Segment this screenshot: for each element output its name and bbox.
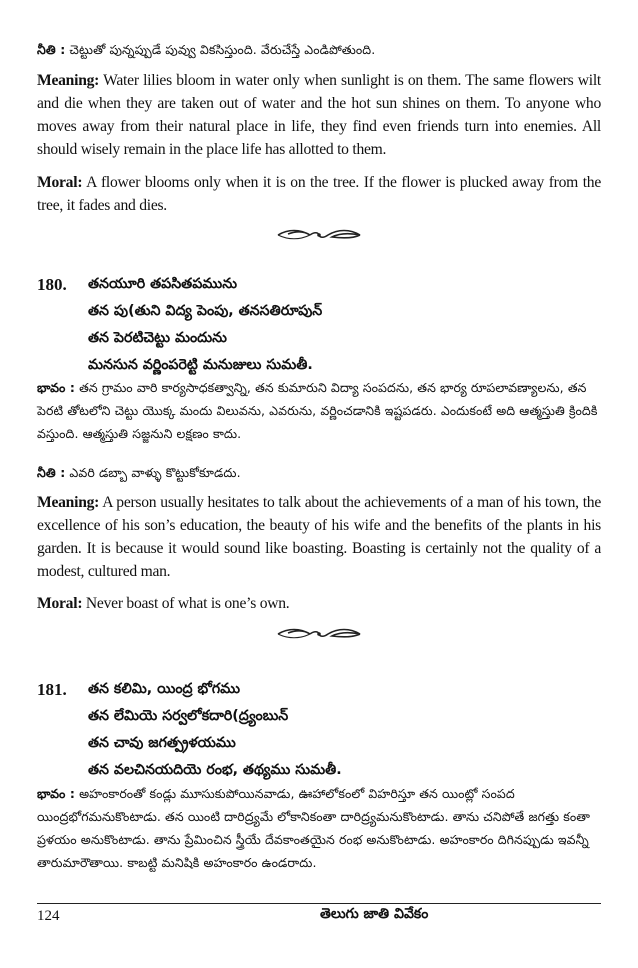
verse-number: 180. [37, 275, 67, 294]
moral-paragraph [37, 592, 601, 615]
moral-text: A flower blooms only when it is on the tree. If the flower is plucked away from the tree, it fades and dies. [37, 174, 601, 214]
verse-line: తన చావు జగత్ప్రళయము [88, 735, 236, 751]
meaning-label: Meaning: [37, 72, 100, 89]
niti-text: ఎవరి డబ్బా వాళ్ళు కొట్టుకోకూడదు. [69, 465, 241, 480]
niti-text: చెట్టుతో పున్నప్పుడే పువ్వు వికసిస్తుంది. వేరుచేస్తే ఎండిపోతుంది. [69, 42, 376, 57]
footer-rule [37, 903, 601, 904]
bhavam-paragraph [37, 782, 601, 874]
moral-label: Moral: [37, 174, 83, 191]
verse-number: 181. [37, 680, 67, 699]
bhavam-label: భావం : [37, 380, 75, 395]
moral-paragraph [37, 171, 601, 217]
bhavam-text: అహంకారంతో కండ్లు మూసుకుపోయినవాడు, ఊహాలోకంలో విహరిస్తూ తన యింట్లో సంపద యింద్రభోగమనుకొంటాడు. తన యింటి దారిద్ర్యమే లోకానికంతా దారిద్ర్యమనుకొంటాడు. తాను చనిపోతే జగత్తు కంతా ప్రళయం అనుకొంటాడు. తాను ప్రేమించిన స్త్రీయే దేవకాంతయైన రంభ అనుకొంటాడు. అహంకారం దిగినప్పుడు ఇవన్నీ తారుమారౌతాయి. కాబట్టి మనిషికి అహంకారం ఉండరాదు. [37, 786, 591, 870]
verse-line: తన కలిమి, యింద్ర భోగము [88, 681, 241, 697]
niti-label: నీతి : [37, 42, 66, 57]
ornament-divider [0, 627, 638, 641]
bhavam-text: తన గ్రామం వారి కార్యసాధకత్వాన్ని, తన కుమారుని విద్యా సంపదను, తన భార్య రూపలావణ్యాలను, తన పెరటి తోటలోని చెట్టు యొక్క మందు విలువను, ఎవరును, వర్ణించడానికి ఇష్టపడరు. ఎందుకంటే అది ఆత్మస్తుతి క్రిందికి వస్తుంది. ఆత్మస్తుతి సజ్జనుని లక్షణం కాదు. [37, 380, 598, 441]
meaning-text: A person usually hesitates to talk about the achievements of a man of his town, the excellence of his son’s education, the beauty of his wife and the benefits of the plants in his garden. It is because it would sound like boasting. Boasting is certainly not the quality of a modest, cultured man. [37, 494, 601, 580]
verse-line: తన వలచినయదియె రంభ, తథ్యము సుమతీ. [88, 762, 342, 778]
flourish-icon [274, 228, 364, 242]
niti-line [37, 38, 601, 61]
verse-180-lines [88, 271, 588, 379]
moral-label: Moral: [37, 595, 83, 612]
verse-line: మనసున వర్ణింపరెట్టి మనుజులు సుమతీ. [88, 357, 313, 373]
verse-181-lines [88, 676, 588, 784]
meaning-label: Meaning: [37, 494, 100, 511]
ornament-divider [0, 228, 638, 242]
page-number: 124 [37, 908, 60, 924]
bhavam-paragraph [37, 376, 601, 445]
verse-line: తన పెరటిచెట్టు మందును [88, 330, 227, 346]
verse-line: తన పు(తుని విద్య పెంపు, తనసతిరూపున్ [88, 303, 323, 319]
verse-line: తనయూరి తపసితపమును [88, 276, 238, 292]
moral-text: Never boast of what is one’s own. [85, 595, 290, 612]
bhavam-label: భావం : [37, 786, 75, 801]
niti-label: నీతి : [37, 465, 66, 480]
running-title: తెలుగు జాతి వివేకం [320, 906, 429, 922]
flourish-icon [274, 627, 364, 641]
verse-line: తన లేమియె సర్వలోకదారి(ద్ర్యంబున్ [88, 708, 289, 724]
meaning-text: Water lilies bloom in water only when sunlight is on them. The same flowers wilt and die when they are taken out of water and the hot sun shines on them. To anyone who moves away from their natural place in life, they find even friends turn into enemies. All should wisely remain in the place life has allotted to them. [37, 72, 601, 158]
niti-line [37, 461, 601, 484]
meaning-paragraph [37, 69, 601, 161]
meaning-paragraph [37, 491, 601, 583]
